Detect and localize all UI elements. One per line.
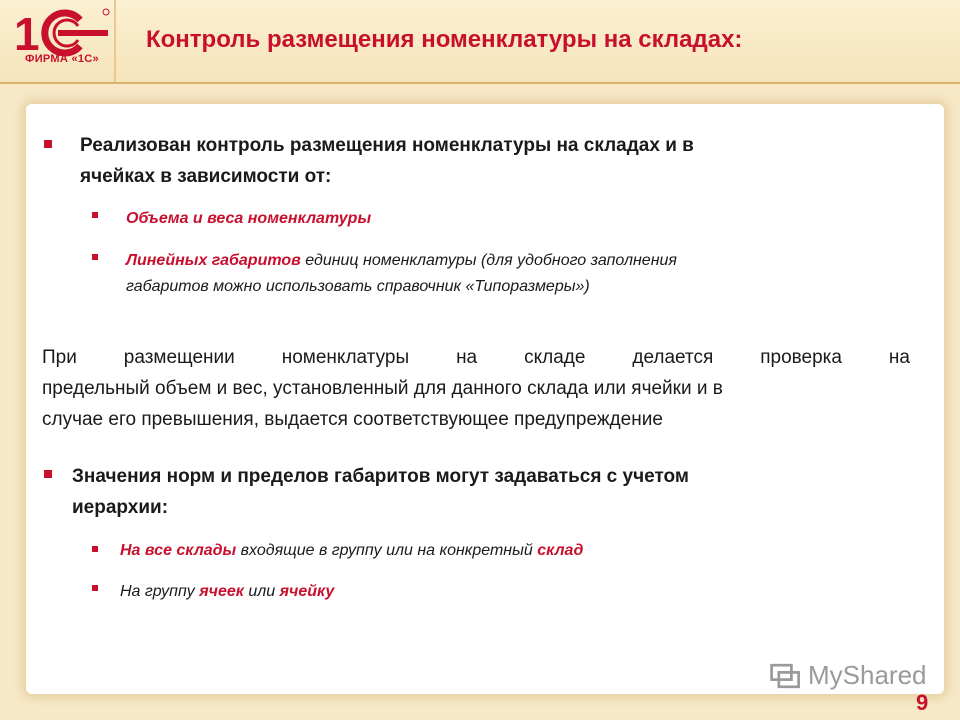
point2-sub2-start: На группу [120,583,200,600]
point2-sub2-red2: ячейку [279,583,335,600]
bullet-square [92,254,98,260]
point1-line2: ячейках в зависимости от: [80,166,332,187]
point1-line1: Реализован контроль размещения номенклатуры на складах и в [80,135,694,156]
page-number: 9 [916,690,929,715]
point1-sub2-rest: единиц номенклатуры (для удобного заполнения [300,252,677,269]
logo-caption: ФИРМА «1С» [25,53,99,65]
slide-header [0,0,960,84]
point2-sub1-end: склад [537,542,584,559]
point2-sub1-lead: На все склады [120,542,237,559]
point2-line1: Значения норм и пределов габаритов могут задаваться с учетом [72,466,689,487]
point1-sub2-lead: Линейных габаритов [126,252,301,269]
svg-text:1: 1 [14,8,40,60]
watermark-icon [768,658,804,694]
paragraph-line2: предельный объем и вес, установленный для данного склада или ячейки и в [42,378,723,399]
point2-sub1 [120,538,583,564]
point2-sub2-mid: или [243,583,280,600]
watermark-text: MyShared [808,660,927,690]
bullet-square [92,212,98,218]
paragraph-line3: случае его превышения, выдается соответствующее предупреждение [42,409,663,430]
point1-sub2-line2: габаритов можно использовать справочник «Типоразмеры») [126,278,590,295]
point1-sub2-line1 [126,248,677,274]
paragraph-line1: При размещении номенклатуры на складе делается проверка на [42,347,910,368]
bullet-square [44,470,52,478]
1c-logo [8,6,112,78]
header-divider [114,0,116,82]
point2-sub2 [120,579,334,605]
bullet-square [44,140,52,148]
page-title: Контроль размещения номенклатуры на складах: [146,26,743,53]
point2-sub2-red1: ячеек [199,583,244,600]
bullet-square [92,546,98,552]
point2-sub1-mid: входящие в группу или на конкретный [236,542,538,559]
bullet-square [92,585,98,591]
point2-line2: иерархии: [72,497,169,518]
point1-sub1: Объема и веса номенклатуры [126,210,372,227]
